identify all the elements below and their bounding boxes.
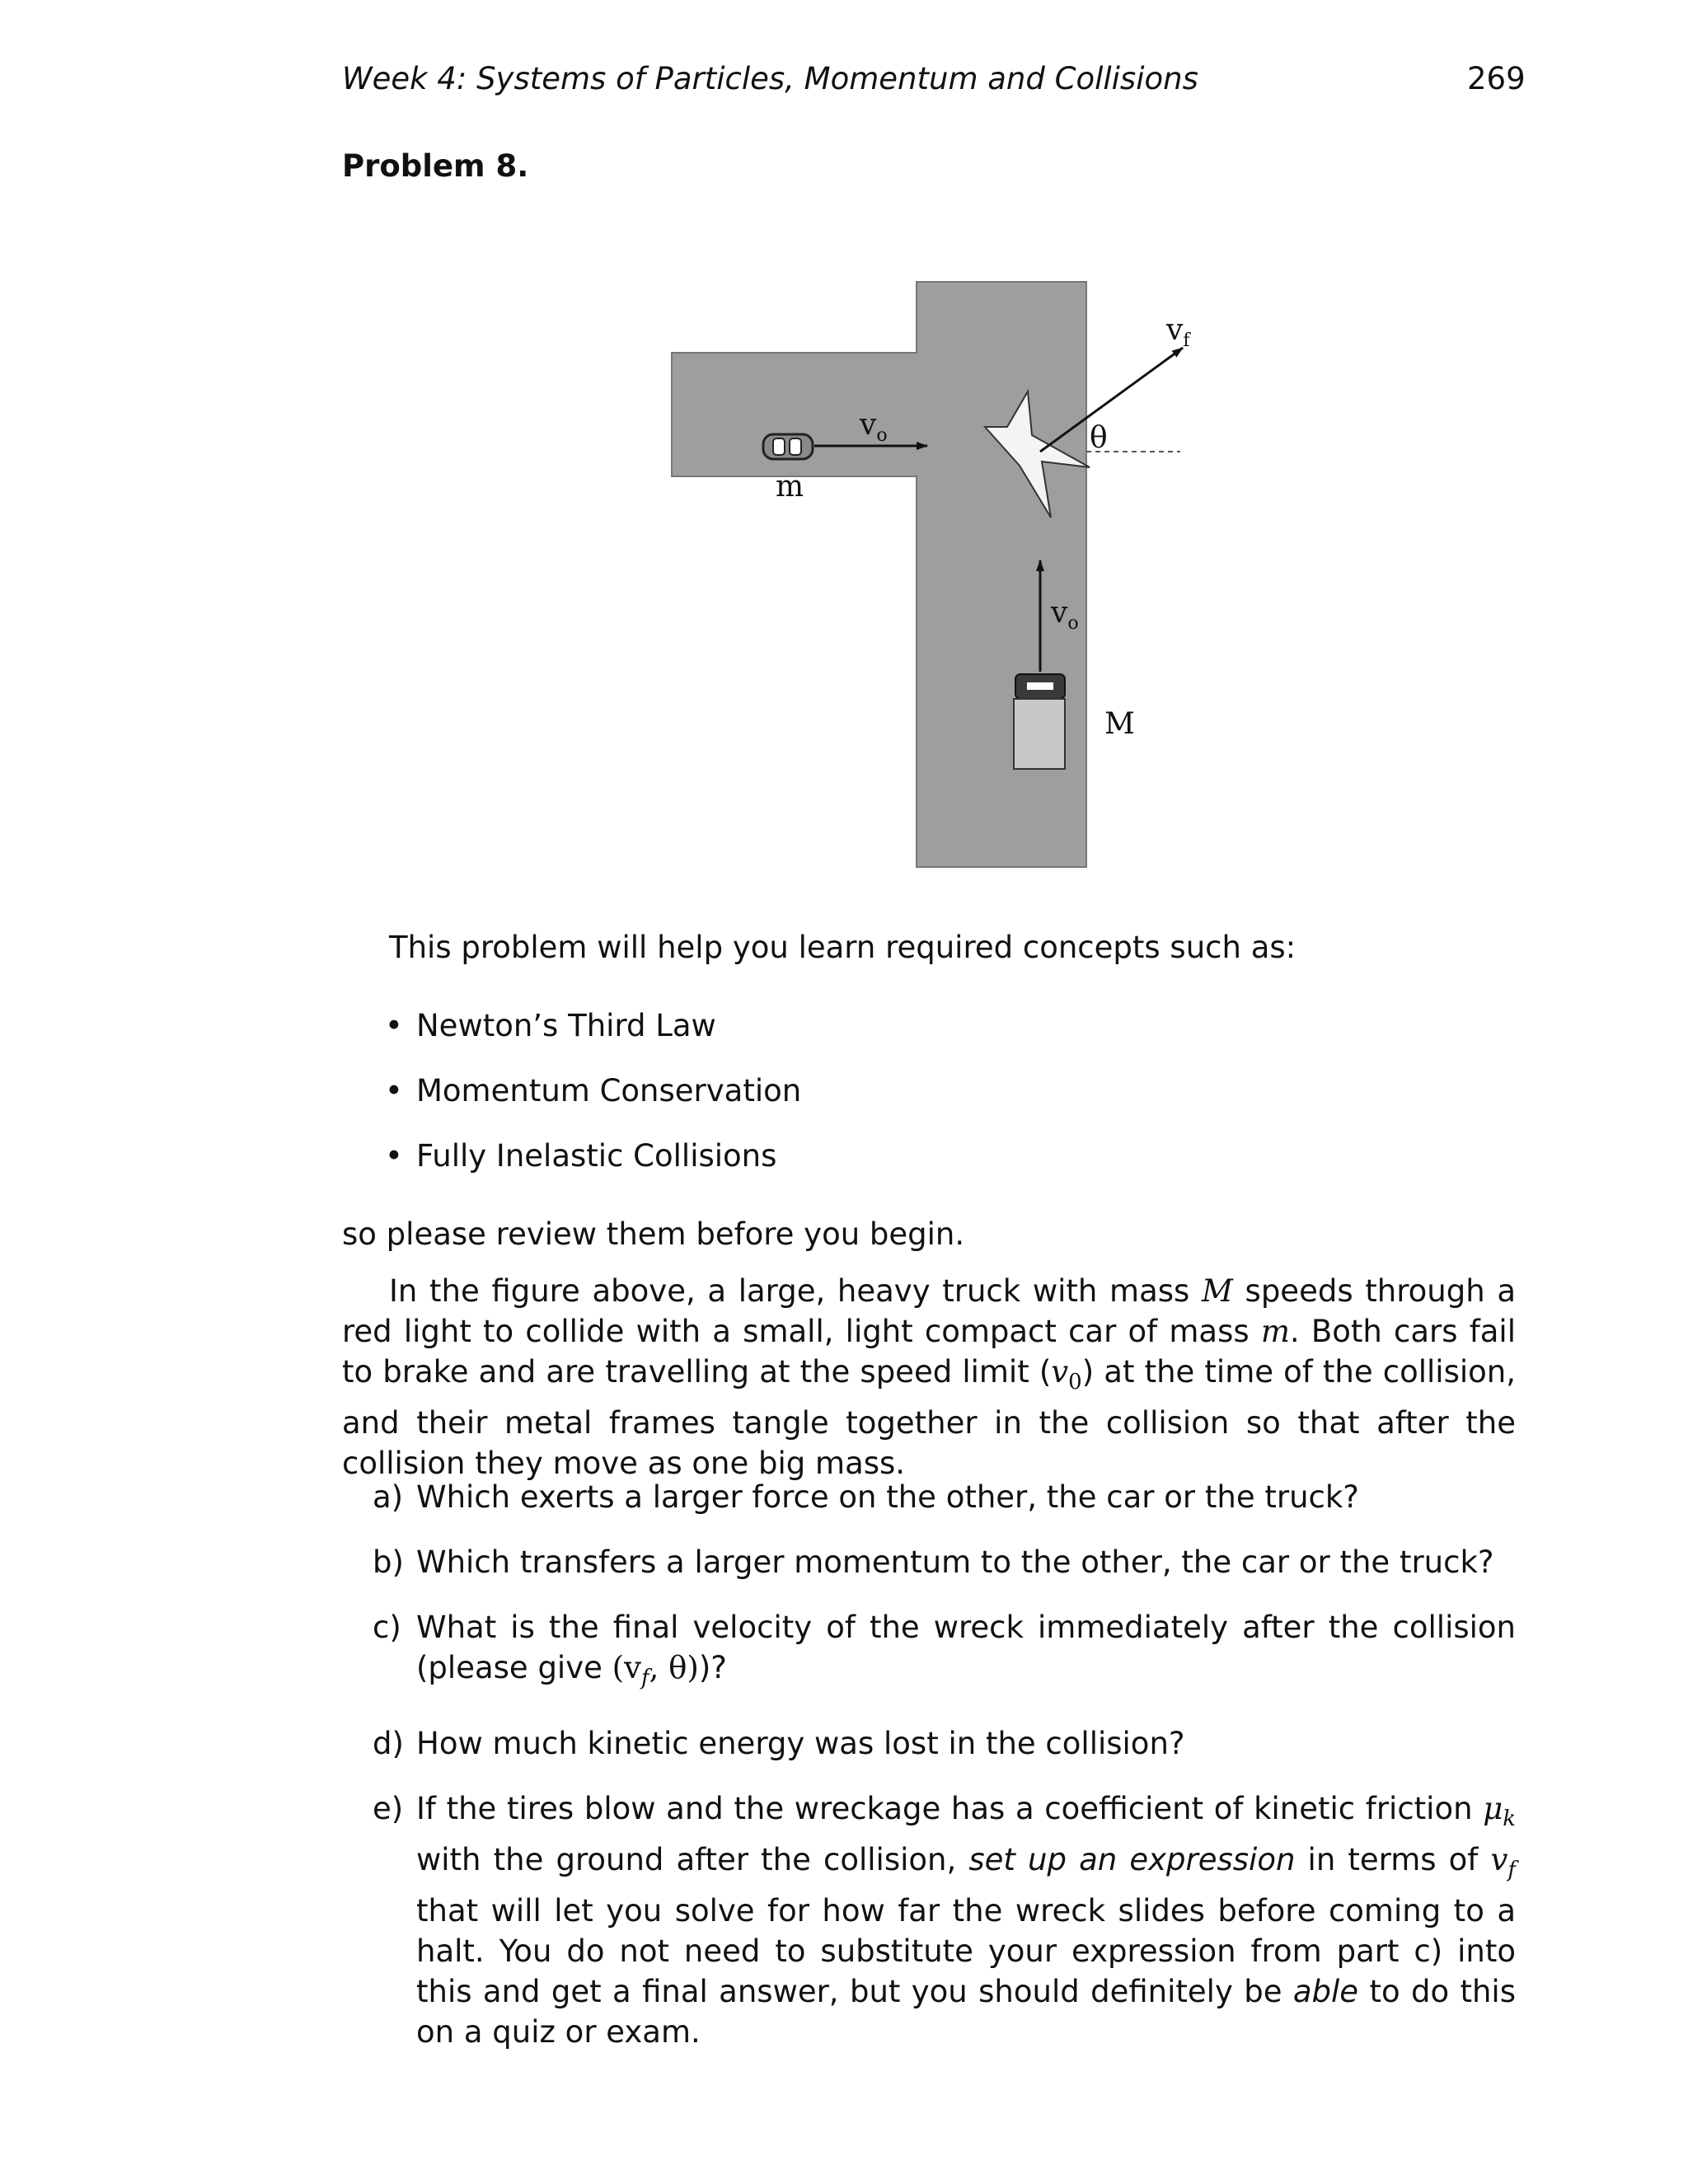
truck (1014, 674, 1065, 769)
running-header-title: Week 4: Systems of Particles, Momentum and Collisions (342, 61, 1198, 96)
concepts-list (379, 1005, 801, 1201)
question-c: c) What is the final velocity of the wreck immediately after the collision (please give ($v_f$, θ))? (373, 1610, 1516, 1690)
question-e: e) If the tires blow and the wreckage has a coefficient of kinetic friction $\mu_k$ with the ground after the collision, set up an expression in terms of $v_f$ that will let you solve for how far the wreck slides before coming to a halt. You do not need to substitute your expression from part c) into this and get a final answer, but you should definitely be able to do this on a quiz or exam. (373, 1791, 1516, 2050)
problem-paragraph: In the figure above, a large, heavy truck with mass M speeds through a red light to collide with a small, light compact car of mass m. Both cars fail to brake and are travelling at the speed limit $(v_0)$ at the time of the collision, and their metal frames tangle together in the collision so that after the collision they move as one big mass. (342, 1273, 1516, 1481)
math-M: M (1201, 1273, 1233, 1309)
list-item: • Momentum Conservation (379, 1071, 801, 1136)
question-d: d) How much kinetic energy was lost in the collision? (373, 1726, 1185, 1761)
problem-title: Problem 8. (342, 148, 529, 184)
page-number: 269 (1467, 61, 1526, 96)
question-list (373, 1477, 1516, 2052)
truck-velocity-label: $v_o$ (1051, 596, 1079, 634)
road (672, 282, 1086, 867)
car-mass-label: m (776, 470, 804, 504)
question-b: b) Which transfers a larger momentum to the other, the car or the truck? (373, 1544, 1494, 1580)
car-velocity-label: $v_o$ (860, 408, 888, 446)
small-car (763, 434, 813, 459)
list-item: • Fully Inelastic Collisions (379, 1136, 801, 1201)
review-text: so please review them before you begin. (342, 1216, 965, 1252)
math-m: m (1260, 1314, 1290, 1349)
truck-mass-label: M (1104, 707, 1135, 741)
question-a: a) Which exerts a larger force on the other, the car or the truck? (373, 1479, 1359, 1515)
collision-figure (0, 0, 1688, 907)
final-velocity-label: $v_f$ (1166, 313, 1190, 351)
math-v0: $v_0$ (1051, 1354, 1082, 1394)
intro-text: This problem will help you learn required concepts such as: (389, 930, 1296, 965)
angle-label: θ (1090, 421, 1108, 455)
list-item: • Newton’s Third Law (379, 1005, 801, 1071)
